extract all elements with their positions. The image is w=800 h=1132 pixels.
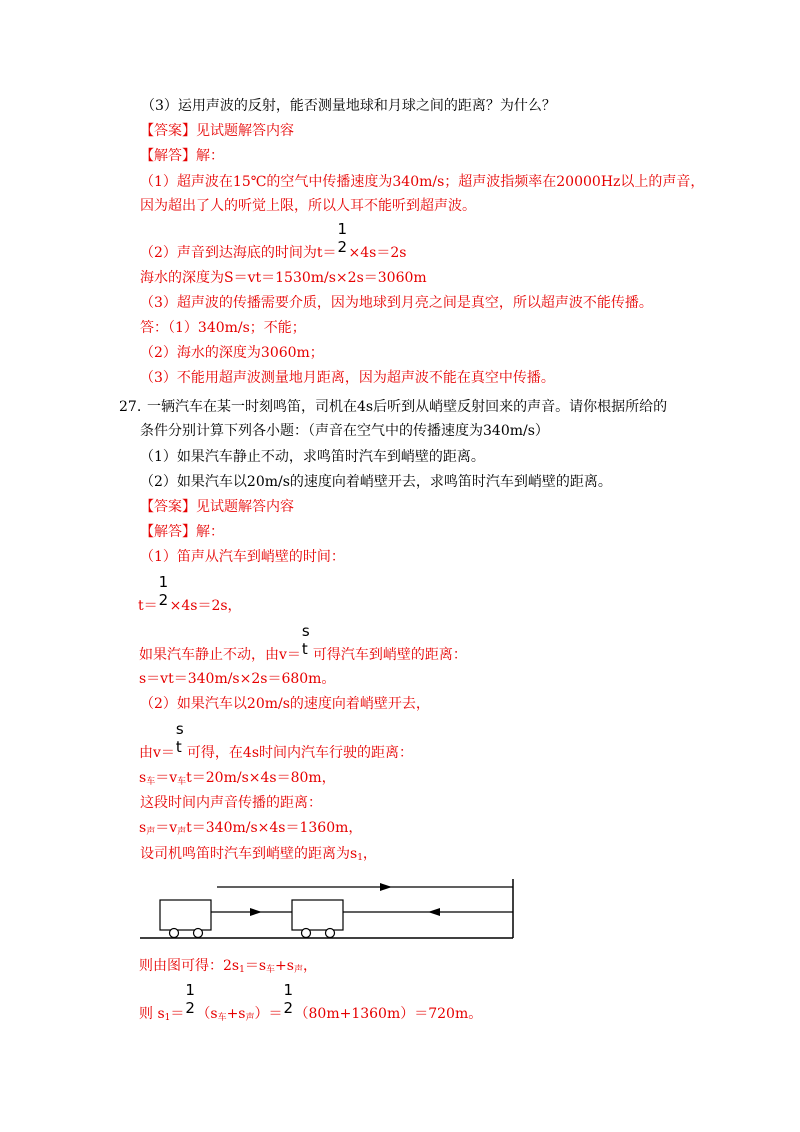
wheel	[170, 929, 179, 938]
car-end-body	[292, 900, 343, 930]
arrow-right-icon	[250, 908, 262, 916]
wheel	[326, 929, 335, 938]
fraction-numerator: 1	[337, 220, 348, 238]
answer-line: 答：（1）340m/s；不能；	[140, 320, 306, 336]
fraction-denominator: 2	[337, 238, 348, 256]
solution-tag: 【解答】解：	[140, 148, 224, 164]
answer-line: （2）海水的深度为3060m；	[140, 345, 324, 361]
solution-line: （1）笛声从汽车到峭壁的时间：	[140, 549, 345, 565]
q27-subquestion: （1）如果汽车静止不动，求鸣笛时汽车到峭壁的距离。	[140, 449, 485, 465]
solution-line: （3）超声波的传播需要介质，因为地球到月亮之间是真空，所以超声波不能传播。	[140, 295, 653, 311]
answer-tag: 【答案】见试题解答内容	[140, 123, 294, 139]
q27-stem: 条件分别计算下列各小题：（声音在空气中的传播速度为340m/s）	[140, 423, 549, 439]
fraction-denominator: t	[175, 738, 182, 756]
subscript: 1	[239, 965, 245, 975]
solution-line	[139, 981, 483, 1028]
fraction-denominator: 2	[158, 591, 169, 609]
q3-question: （3）运用声波的反射，能否测量地球和月球之间的距离？为什么？	[141, 98, 556, 114]
fraction-denominator: 2	[185, 999, 195, 1017]
solution-line: 这段时间内声音传播的距离：	[140, 795, 322, 811]
solution-line: （2）如果汽车以20m/s的速度向着峭壁开去，	[140, 696, 430, 712]
text-part: 设司机鸣笛时汽车到峭壁的距离为s	[140, 846, 358, 862]
answer-line: （3）不能用超声波测量地月距离，因为超声波不能在真空中传播。	[140, 370, 555, 386]
fraction-half	[184, 981, 196, 1018]
text-part: 则 s	[139, 1006, 165, 1022]
text-part: ＝v	[155, 820, 178, 836]
text-part: 则由图可得：2s	[139, 958, 240, 974]
text-part: 如果汽车静止不动，由v＝	[139, 647, 301, 663]
solution-line: 海水的深度为S＝vt＝1530m/s×2s＝3060m	[140, 270, 427, 286]
wheel	[302, 929, 311, 938]
subscript: 车	[217, 1013, 227, 1023]
subscript: 车	[146, 777, 156, 787]
subscript: 车	[266, 965, 276, 975]
text-part: ，	[302, 958, 317, 974]
fraction-numerator: 1	[158, 573, 169, 591]
arrow-left-icon	[428, 908, 440, 916]
text-part: t＝20m/s×4s＝80m，	[186, 770, 336, 786]
arrow-right-icon	[380, 883, 392, 891]
text-part: （2）声音到达海底的时间为t＝	[140, 245, 337, 261]
q27-stem: 一辆汽车在某一时刻鸣笛，司机在4s后听到从峭壁反射回来的声音。请你根据所给的	[147, 399, 668, 415]
fraction-denominator: t	[301, 640, 308, 658]
solution-line	[139, 956, 317, 980]
subscript: 1	[164, 1013, 171, 1023]
text-part: ×4s＝2s，	[169, 598, 242, 614]
text-part: +s	[226, 1006, 246, 1022]
solution-line: （1）超声波在15℃的空气中传播速度为340m/s；超声波指频率在20000Hz以上的声音，	[140, 174, 705, 190]
text-part: ＝	[170, 1006, 185, 1022]
wheel	[194, 929, 203, 938]
text-part: ）＝	[254, 1006, 283, 1022]
fraction-half	[283, 981, 295, 1018]
solution-line: s＝vt＝340m/s×2s＝680m。	[139, 671, 336, 687]
text-part: ＝v	[155, 770, 178, 786]
text-part: 可得，在4s时间内汽车行驶的距离：	[186, 745, 414, 761]
fraction-numerator: s	[301, 622, 310, 640]
text-part: ，	[362, 846, 377, 862]
text-part: ×4s＝2s	[348, 245, 407, 261]
text-part: 可得汽车到峭壁的距离：	[312, 647, 467, 663]
answer-tag: 【答案】见试题解答内容	[140, 499, 294, 515]
text-part: 由v＝	[139, 745, 175, 761]
question-number: 27.	[119, 399, 142, 415]
solution-tag: 【解答】解：	[140, 524, 224, 540]
car-start-body	[160, 900, 211, 930]
fraction-numerator: 1	[185, 981, 195, 999]
fraction-numerator: s	[175, 720, 184, 738]
text-part: t＝	[138, 598, 158, 614]
fraction-numerator: 1	[283, 981, 294, 999]
text-part: （80m+1360m）＝720m。	[294, 1006, 483, 1022]
text-part: s	[139, 770, 147, 786]
solution-line: 因为超出了人的听觉上限，所以人耳不能听到超声波。	[140, 198, 476, 214]
subscript: 声	[245, 1013, 255, 1023]
text-part: s	[139, 820, 147, 836]
text-part: （s	[196, 1006, 218, 1022]
subscript: 1	[357, 853, 363, 863]
q27-subquestion: （2）如果汽车以20m/s的速度向着峭壁开去，求鸣笛时汽车到峭壁的距离。	[140, 474, 612, 490]
subscript: 声	[146, 827, 156, 837]
subscript: 声	[177, 827, 187, 837]
subscript: 声	[293, 965, 303, 975]
text-part: +s	[275, 958, 294, 974]
text-part: ＝s	[244, 958, 267, 974]
fraction-denominator: 2	[283, 999, 294, 1017]
subscript: 车	[177, 777, 187, 787]
text-part: t＝340m/s×4s＝1360m，	[186, 820, 363, 836]
